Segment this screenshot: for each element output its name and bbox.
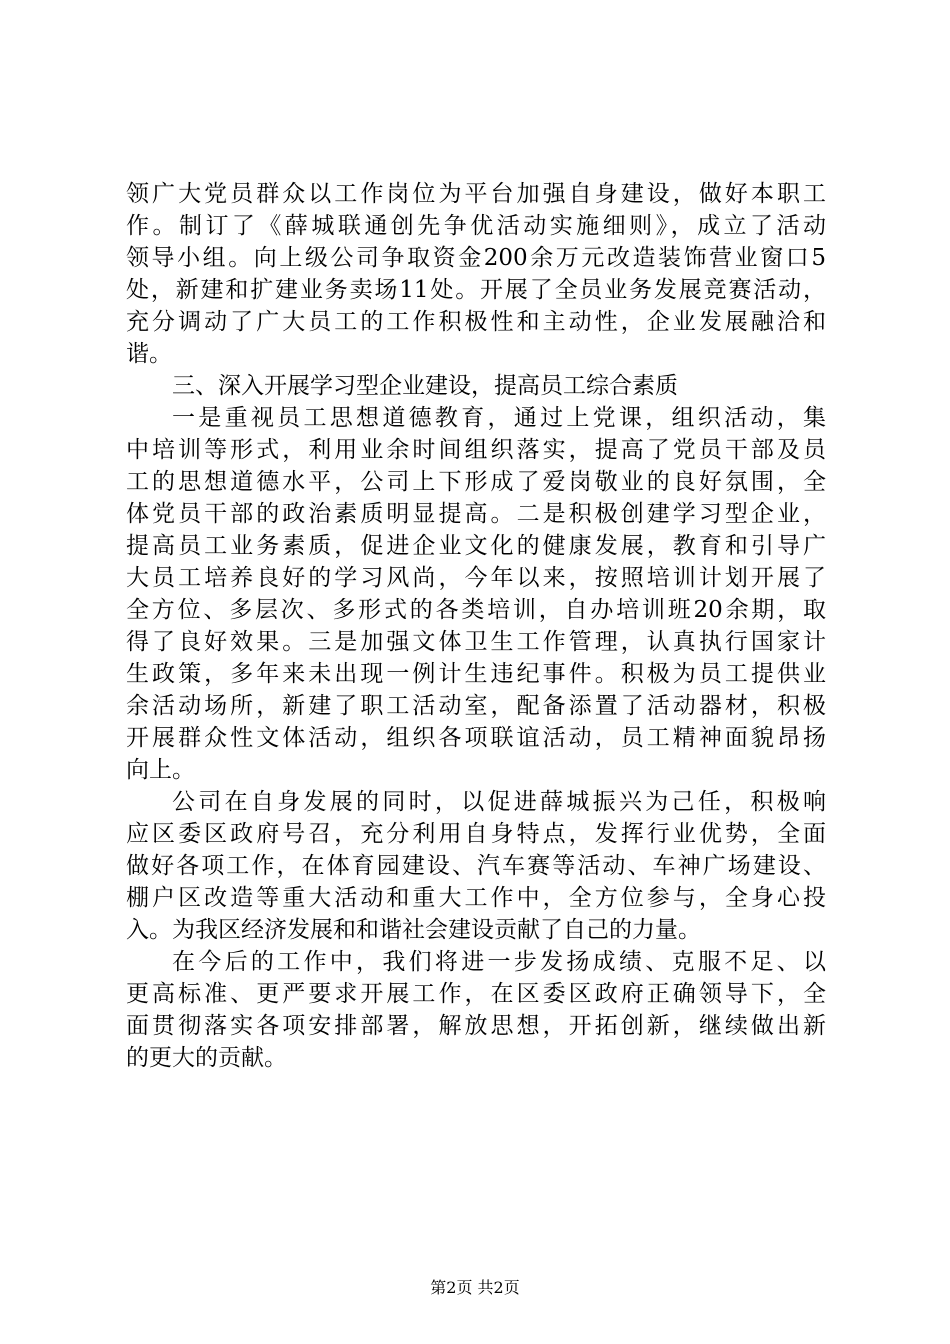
text-line: 领广大党员群众以工作岗位为平台加强自身建设，做好本职工	[126, 181, 826, 207]
section-heading: 三、深入开展学习型企业建设，提高员工综合素质	[172, 373, 678, 399]
text-line: 中培训等形式，利用业余时间组织落实，提高了党员干部及员	[126, 437, 826, 463]
text-line: 应区委区政府号召，充分利用自身特点，发挥行业优势，全面	[126, 821, 826, 847]
text-line: 更高标准、更严要求开展工作，在区委区政府正确领导下，全	[126, 981, 826, 1007]
text-line: 充分调动了广大员工的工作积极性和主动性，企业发展融洽和	[126, 309, 826, 335]
text-line: 领导小组。向上级公司争取资金200余万元改造装饰营业窗口5	[126, 245, 826, 271]
text-line: 面贯彻落实各项安排部署，解放思想，开拓创新，继续做出新	[126, 1013, 826, 1039]
text-line: 在今后的工作中，我们将进一步发扬成绩、克服不足、以	[172, 949, 826, 975]
text-line: 公司在自身发展的同时，以促进薛城振兴为己任，积极响	[172, 789, 826, 815]
text-line: 入。为我区经济发展和和谐社会建设贡献了自己的力量。	[126, 917, 701, 943]
document-body	[126, 178, 826, 1074]
text-line: 一是重视员工思想道德教育，通过上党课，组织活动，集	[172, 405, 826, 431]
page-footer: 第2页 共2页	[430, 1278, 520, 1297]
text-line: 工的思想道德水平，公司上下形成了爱岗敬业的良好氛围，全	[126, 469, 826, 495]
text-line: 作。制订了《薛城联通创先争优活动实施细则》，成立了活动	[126, 213, 826, 239]
text-line: 棚户区改造等重大活动和重大工作中，全方位参与，全身心投	[126, 885, 826, 911]
text-line: 大员工培养良好的学习风尚，今年以来，按照培训计划开展了	[126, 565, 826, 591]
text-line: 向上。	[126, 757, 195, 783]
text-line: 余活动场所，新建了职工活动室，配备添置了活动器材，积极	[126, 693, 826, 719]
text-line: 做好各项工作，在体育园建设、汽车赛等活动、车神广场建设、	[126, 853, 826, 879]
text-line: 全方位、多层次、多形式的各类培训，自办培训班20余期，取	[126, 597, 826, 623]
text-line: 的更大的贡献。	[126, 1045, 287, 1071]
text-line: 开展群众性文体活动，组织各项联谊活动，员工精神面貌昂扬	[126, 725, 826, 751]
text-line: 生政策，多年来未出现一例计生违纪事件。积极为员工提供业	[126, 661, 826, 687]
text-line: 提高员工业务素质，促进企业文化的健康发展，教育和引导广	[126, 533, 826, 559]
text-line: 处，新建和扩建业务卖场11处。开展了全员业务发展竞赛活动，	[126, 277, 826, 303]
text-line: 谐。	[126, 341, 172, 367]
text-line: 得了良好效果。三是加强文体卫生工作管理，认真执行国家计	[126, 629, 826, 655]
text-line: 体党员干部的政治素质明显提高。二是积极创建学习型企业，	[126, 501, 826, 527]
